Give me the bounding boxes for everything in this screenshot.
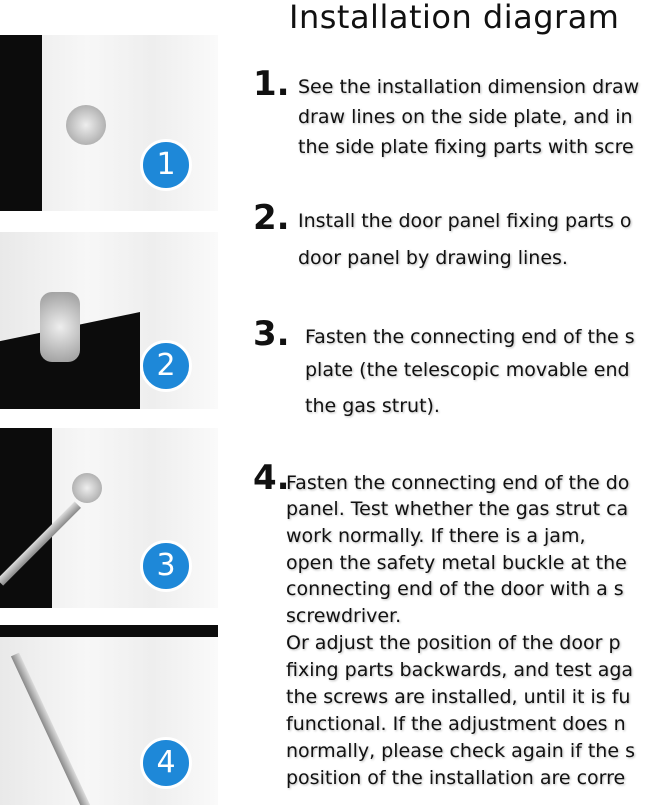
- step-1-line: draw lines on the side plate, and in: [298, 106, 633, 128]
- side-plate-fixing-part: [66, 105, 106, 145]
- step-4-line: Or adjust the position of the door p: [286, 632, 621, 654]
- step-2-line: Install the door panel fixing parts o: [298, 210, 632, 232]
- step-4-line: normally, please check again if the s: [286, 740, 635, 762]
- step-badge-3: 3: [140, 540, 192, 592]
- step-badge-4: 4: [140, 737, 192, 789]
- step-4-line: fixing parts backwards, and test aga: [286, 659, 634, 681]
- step-4-line: the screws are installed, until it is fu: [286, 686, 631, 708]
- gas-strut: [11, 653, 91, 805]
- page-title: Installation diagram: [289, 0, 620, 36]
- door-panel-fixing-part: [40, 292, 80, 362]
- step-badge-2: 2: [140, 340, 192, 392]
- step-4-line: position of the installation are corre: [286, 767, 626, 789]
- step-3-number: 3.: [253, 314, 290, 354]
- step-4-line: functional. If the adjustment does n: [286, 713, 626, 735]
- step-4-photo: [0, 625, 218, 805]
- step-4-line: panel. Test whether the gas strut ca: [286, 498, 629, 520]
- step-1-line: the side plate fixing parts with scre: [298, 136, 634, 158]
- step-1-line: See the installation dimension draw: [298, 76, 640, 98]
- step-2-number: 2.: [253, 198, 290, 238]
- step-3-line: Fasten the connecting end of the s: [305, 326, 635, 348]
- step-4-line: Fasten the connecting end of the do: [286, 472, 630, 494]
- step-4-number: 4.: [253, 458, 290, 498]
- step-3-photo: [0, 428, 218, 608]
- step-4-line: work normally. If there is a jam,: [286, 525, 586, 547]
- step-4-line: screwdriver.: [286, 605, 402, 627]
- step-2-line: door panel by drawing lines.: [298, 247, 568, 269]
- step-4-line: connecting end of the door with a s: [286, 578, 624, 600]
- step-1-number: 1.: [253, 64, 290, 104]
- step-1-photo: [0, 35, 218, 211]
- step-4-line: open the safety metal buckle at the: [286, 552, 627, 574]
- step-3-line: plate (the telescopic movable end: [305, 359, 630, 381]
- step-2-photo: [0, 232, 218, 409]
- step-3-line: the gas strut).: [305, 395, 440, 417]
- step-badge-1: 1: [140, 139, 192, 191]
